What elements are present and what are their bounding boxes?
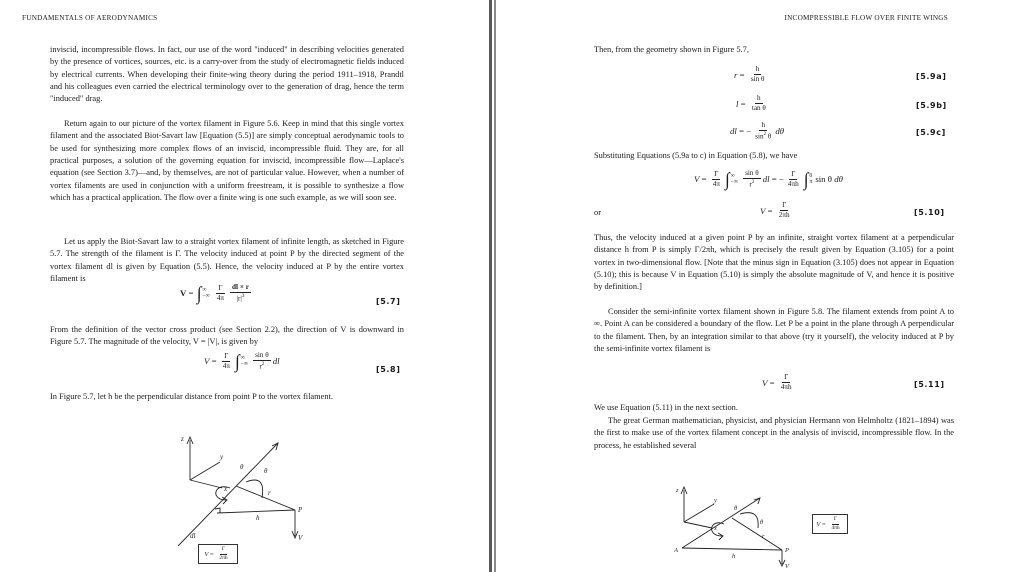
svg-text:y: y	[220, 453, 224, 461]
svg-text:θ: θ	[734, 505, 738, 512]
y-axis	[190, 462, 220, 480]
paragraph: Let us apply the Biot-Savart law to a straight vortex filament of infinite length, as sketched in Figure 5.7. The strength of the filament is Γ. The velocity induced at point P by the directed segment of the vortex filament dl is given by Equation (5.5). Hence, the velocity induced at P by the entire vortex filament is	[50, 237, 404, 284]
r-vector	[236, 486, 295, 510]
equation-number: [5.9c]	[916, 128, 946, 137]
figure-5-8-diagram	[672, 480, 812, 570]
paragraph: Return again to our picture of the vortex filament in Figure 5.6. Keep in mind that this single vortex filament and the associated Biot-Savart law [Equation (5.5)] are simply conceptual aerodynamic tools to be used for synthesizing more complex flows of an inviscid, incompressible fluid. They are, for all practical purposes, a solution of the governing equation for inviscid, incompressible flow—Laplace's equation (see Section 3.7)—and, by themselves, are not of particular value. However, when a number of vortex filaments are used in conjunction with a uniform freestream, it is possible to synthesize a flow which has a practical application. The flow over a finite wing is one such example, as we will soon see.	[50, 119, 404, 203]
paragraph: Then, from the geometry shown in Figure 5.7,	[594, 45, 749, 54]
y-axis	[684, 504, 714, 522]
svg-text:A: A	[674, 547, 678, 554]
paragraph: In Figure 5.7, let h be the perpendicular distance from point P to the vortex filament.	[50, 392, 333, 401]
equation-number: [5.11]	[914, 380, 945, 389]
svg-text:P: P	[785, 547, 789, 554]
vortex-filament	[178, 443, 278, 546]
equation-5-9c: dl = − $\frac{h}{\sin^2 \theta}$ dθ	[730, 121, 785, 141]
book-gutter	[488, 0, 498, 572]
running-head: FUNDAMENTALS OF AERODYNAMICS	[22, 14, 158, 22]
equation-number: [5.10]	[914, 208, 945, 217]
x-axis	[684, 522, 712, 528]
equation-number: [5.8]	[376, 365, 401, 374]
equation-number: [5.9a]	[916, 72, 947, 81]
paragraph: From the definition of the vector cross product (see Section 2.2), the direction of V is downward in Figure 5.7. The magnitude of the velocity, V = |V|, is given by	[50, 325, 404, 347]
theta-arc	[246, 480, 263, 498]
running-head: INCOMPRESSIBLE FLOW OVER FINITE WINGS	[784, 14, 948, 22]
h-distance	[217, 510, 295, 513]
svg-text:V: V	[785, 563, 789, 570]
paragraph: The great German mathematician, physicist, and physician Hermann von Helmholtz (1821–1894) was the first to make use of the vortex filament concept in the analysis of inviscid, incompressible flow. In the process, he established several	[594, 416, 954, 450]
or-label: or	[594, 208, 601, 217]
svg-text:P: P	[298, 506, 303, 514]
equation-5-11: V = $\frac{\Gamma}{4\pi h}$	[762, 373, 792, 392]
equation-5-9b: l = $\frac{h}{\text{tan θ}}$	[736, 94, 766, 113]
svg-text:x: x	[224, 485, 228, 493]
result-box: V = $\frac{\Gamma}{4\pi h}$	[812, 514, 848, 534]
x-axis	[190, 480, 222, 488]
equation-number: [5.7]	[376, 297, 401, 306]
svg-text:h: h	[732, 553, 736, 560]
svg-text:θ: θ	[240, 463, 244, 471]
paragraph: inviscid, incompressible flows. In fact, our use of the word "induced" in describing velocities generated by the presence of vortices, sources, etc. is a carry-over from the study of electromagnetic fields induced by electrical currents. When developing their finite-wing theory during the period 1911–1918, Prandtl and his colleagues even carried the electrical terminology over to the generation of drag, hence the term "induced" drag.	[50, 45, 404, 104]
svg-text:y: y	[714, 497, 717, 504]
svg-text:V: V	[298, 534, 303, 542]
r-vector	[732, 518, 782, 550]
figure-5-7-diagram	[170, 428, 350, 548]
equation-number: [5.9b]	[916, 101, 947, 110]
svg-text:h: h	[256, 514, 260, 522]
svg-text:θ: θ	[264, 467, 268, 475]
svg-text:r: r	[268, 489, 271, 497]
equation-5-10: V = $\frac{\Gamma}{2\pi h}$	[760, 201, 790, 220]
svg-text:z: z	[676, 487, 679, 494]
svg-text:z: z	[181, 435, 184, 443]
svg-text:x: x	[714, 525, 717, 532]
svg-text:θ: θ	[760, 519, 764, 526]
h-distance	[682, 548, 782, 550]
svg-text:dl: dl	[190, 532, 196, 540]
equation-substituted: V = $\frac{\Gamma}{4\pi}$ ∫ ∞ −∞ $\frac{\text{sin θ}}{r^2}$ dl = − $\frac{\Gamma}{4\pi h}$ ∫ 0 π sin θ dθ	[694, 168, 843, 190]
paragraph: Substituting Equations (5.9a to c) in Equation (5.8), we have	[594, 151, 798, 160]
paragraph: We use Equation (5.11) in the next section.	[594, 403, 738, 412]
paragraph: Thus, the velocity induced at a given point P by an infinite, straight vortex filament at a perpendicular distance h from P is simply Γ/2πh, which is precisely the result given by Equation (3.105) for a point vortex in two-dimensional flow. [Note that the minus sign in Equation (3.105) does not appear in Equation (5.10); this is because V in Equation (5.10) is simply the absolute magnitude of V, and hence it is positive by definition.]	[594, 233, 954, 292]
equation-5-8: V = $\frac{\Gamma}{4\pi}$ ∫ ∞ −∞ $\frac{\text{sin θ}}{r^2}$ dl	[204, 350, 280, 372]
svg-text:r: r	[762, 533, 765, 540]
result-box: V = $\frac{\Gamma}{2\pi h}$	[198, 544, 238, 564]
left-page	[0, 0, 488, 572]
equation-5-7: V = ∫ ∞ −∞ $\frac{\Gamma}{4\pi}$ $\frac{dl \times r}{|r|^3}$	[180, 282, 249, 304]
theta-arc	[740, 513, 758, 528]
paragraph: Consider the semi-infinite vortex filament shown in Figure 5.8. The filament extends from point A to ∞. Point A can be considered a boundary of the flow. Let P be a point in the plane through A perpendicular to the filament. Then, by an integration similar to that above (try it yourself), the velocity induced at P by the semi-infinite vortex filament is	[594, 307, 954, 354]
right-page	[498, 0, 1026, 572]
equation-5-9a: r = $\frac{h}{\text{sin θ}}$	[734, 65, 765, 84]
